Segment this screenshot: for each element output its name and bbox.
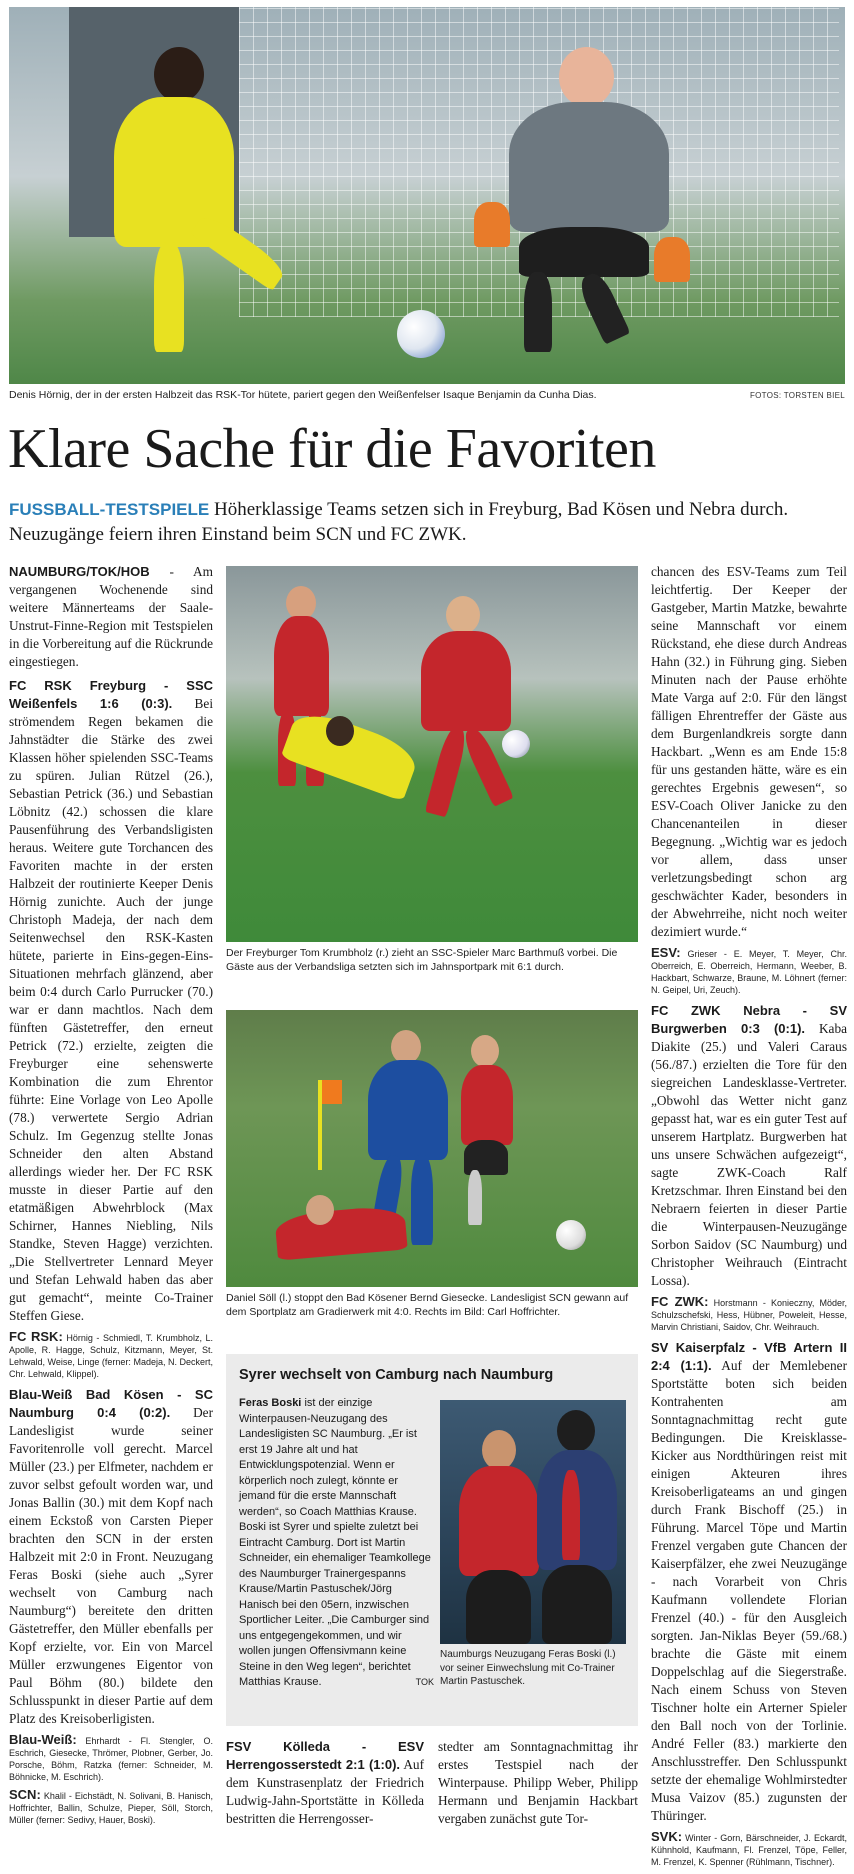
lineup-zwk: Horstmann - Konieczny, Möder, Schulzschefski, Hess, Hübner, Poweleit, Hesse, Marvin Christiani, Saidov, Chr. Weihrauch. — [651, 1298, 847, 1332]
photo-credit: FOTOS: TORSTEN BIEL — [749, 391, 845, 400]
top-photo — [9, 7, 845, 384]
bottom-mid-col-a — [226, 1738, 424, 1834]
match1-body: Bei strömendem Regen bekamen die Jahnstädter die Stärke des zwei Klassen höher spielenden SSC-Teams zu spüren. Julian Rützel (26.), Sebastian Petrick (36.) und Sebastian Löbnitz (42.) schossen die klare Pausenführung des Verbandsligisten heraus. Weitere gute Torchancen des Favoriten machte in der ersten Halbzeit der routinierte Keeper Denis Hörnig zunichte. Auch der junge Christoph Madeja, der nach dem Seitenwechsel den RSK-Kasten hütete, parierte in Eins-gegen-Eins-Situationen mehrfach glänzend, aber beim 0:4 durch Carlo Purrucker (70.) war er dann machtlos. Nach dem fünften Gästetreffer, den erneut Petrick (72.) erzielte, zeigten die Freyburger eine sehenswerte Kombination die zum Ehrentor führte: Eine Vorlage von Leo Apolle (78.) verwertete Sergio Adrian Schulz. Im Gegenzug stellte Jonas Schneider den alten Abstand allerdings wieder her. Der FC RSK musste in dieser Partie auf den etatmäßigen Abwehrblock (Max Schirner, Hannes Niebling, Nils Standke, Steven Hagge) verzichten. „Die Stellvertreter Lennard Meyer und Stefan Lehwald haben das aber gut gemacht“, meinte Co-Trainer Steffen Giese. — [9, 696, 214, 1323]
lineup2: Ehrhardt - Fl. Stengler, O. Eschrich, Giesecke, Thrömer, Plobner, Gerber, Jo. Porsche, Böhm, Ratzka (ferner: Schneider, M. Böhnicke, M. Eschrich). — [9, 1736, 213, 1782]
lineup-esv: Grieser - E. Meyer, T. Meyer, Chr. Oberreich, E. Oberreich, Hermann, Weeber, B. Hackbart, Schwarze, Braune, M. Löhnert (ferner: N. Geipel, Uri, Zeuch). — [651, 949, 847, 995]
player-boski — [454, 1430, 544, 1644]
column-3 — [651, 563, 847, 1874]
mid-photo-2-caption: Daniel Söll (l.) stoppt den Bad Kösener Bernd Giesecke. Landesligist SCN gewann auf dem Sportplatz am Gradierwerk mit 4:0. Rechts im Bild: Carl Hoffrichter. — [226, 1292, 629, 1318]
mid-photo-1 — [226, 566, 638, 942]
bottom-mid-col-b — [438, 1738, 638, 1834]
lineup-esv-team: ESV: — [651, 945, 681, 960]
ball — [397, 310, 445, 358]
player-yellow — [94, 47, 264, 347]
match5-head: SV Kaiserpfalz - VfB Artern II 2:4 (1:1). — [651, 1340, 847, 1373]
mid-photo-1-caption: Der Freyburger Tom Krumbholz (r.) zieht an SSC-Spieler Marc Barthmuß vorbei. Die Gäste aus der Verbandsliga setzten sich im Jahnsportpark mit 6:1 durch. — [226, 947, 618, 973]
match4-head: FC ZWK Nebra - SV Burgwerben 0:3 (0:1). — [651, 1003, 847, 1036]
deck-text: Höherklassige Teams setzen sich in Freyburg, Bad Kösen und Nebra durch. Neuzugänge feiern ihren Einstand beim SCN und FC ZWK. — [9, 499, 789, 545]
lineup3-team: SCN: — [9, 1787, 41, 1802]
sidebar-box — [226, 1354, 638, 1726]
column-1 — [9, 563, 213, 1832]
lineup-svk-team: SVK: — [651, 1829, 683, 1844]
player-goalkeeper — [479, 47, 709, 357]
sidebar-sig: TOK — [415, 1677, 434, 1687]
ball — [502, 730, 530, 758]
match5-body: Auf der Memlebener Sportstätte boten sich beiden Kontrahenten am Sonntagnachmittag recht gute Bedingungen. Die Kreisklasse-Kicker aus Nordthüringen reist mit einigen Akteuren ihres Kreisoberligateams an und gingen durch Frank Bischoff (25.) in Führung. Marcel Töpe und Martin Frenzel vergaben gute Chancen der Kaiserpfälzer, ehe zwei Neuzugänge - nach Vorarbeit von Chris Kaufmann vollendete Florian Frenzel (40.) - für den Ausgleich sorgten. Jan-Niklas Beyer (59./68.) brachte die Gäste mit einem Doppelschlag auf die Siegerstraße. Nach einem Schuss von Steven Tischner holte ein Arterner Spieler den Ball noch von der Torlinie. André Feller (83.) markierte den Anschlusstreffer. Den Schlusspunkt setzte der ehemalige Wohlmirstedter Musa Vaizov (85.) zugunsten der Thüringer. — [651, 1358, 847, 1823]
sidebar-photo-caption: Naumburgs Neuzugang Feras Boski (l.) vor seiner Einwechslung mit Co-Trainer Martin Pastuschek. — [440, 1649, 616, 1687]
match1-head: FC RSK Freyburg - SSC Weißenfels 1:6 (0:3). — [9, 678, 213, 711]
lineup3: Khalil - Eichstädt, N. Solivani, B. Hanisch, Hoffrichter, Ballin, Schulze, Pieper, Söll, Storch, Müller (ferner: Sedivy, Hauer, Boski). — [9, 1791, 213, 1825]
headline: Klare Sache für die Favoriten — [8, 418, 656, 480]
corner-flag-cloth — [322, 1080, 342, 1104]
sidebar-name: Feras Boski — [239, 1397, 302, 1409]
sidebar-photo — [440, 1400, 626, 1644]
match3-body: Auf dem Kunstrasenplatz der Friedrich Ludwig-Jahn-Sportstätte in Kölleda bestritten die Herrengosser- — [226, 1757, 425, 1826]
match4-body: Kaba Diakite (25.) und Valeri Caraus (56./87.) erzielten die Tore für den siegreichen Landesklasse-Vertreter. „Obwohl das Wetter nicht ganz gepasst hat, war es ein guter Test auf unserem Hartplatz. Burgwerben hat uns unsere Schwächen aufgezeigt“, sagte ZWK-Coach Ralf Kretzschmar. Ihren Einstand bei den Nebraern feierten in dieser Partie die Winterpausen-Neuzugänge Sorbon Saidov (SC Naumburg) und Christopher Weihrauch (Eintracht Lossa). — [651, 1021, 847, 1288]
player-red-behind — [456, 1035, 516, 1225]
deck — [9, 497, 845, 547]
sidebar-text: ist der einzige Winterpausen-Neuzugang des Landesligisten SC Naumburg. „Er ist erst 19 Jahre alt und hat Entwicklungspotenzial. Wenn er körperlich noch zulegt, könnte er jemand für die erste Mannschaft werden“, so Coach Matthias Krause. Boski ist Syrer und spielte zuletzt bei Eintracht Camburg. Dort ist Martin Schneider, ein ehemaliger Teamkollege des Naumburger Trainergespanns Krause/Martin Pastuschek/Jörg Hanisch bei den 05ern, inzwischen Sportlicher Leiter. „Die Camburger sind uns entgegengekommen, und wir wollen jungen Offensivmann keine Steine in den Weg legen“, berichtet Matthias Krause. — [239, 1397, 431, 1688]
ball — [556, 1220, 586, 1250]
top-photo-caption: Denis Hörnig, der in der ersten Halbzeit das RSK-Tor hütete, pariert gegen den Weißenfelser Isaque Benjamin da Cunha Dias. — [9, 389, 597, 401]
player-yellow-fallen — [286, 726, 466, 796]
mid-photo-2 — [226, 1010, 638, 1287]
kicker: FUSSBALL-TESTSPIELE — [9, 500, 210, 519]
match3-body-cont-visible: stedter am Sonntagnachmittag ihr erstes Testspiel nach der Winterpause. Philipp Weber, Philipp Hermann und Benjamin Hackbart vergaben zunächst gute Tor- — [438, 1739, 638, 1826]
lineup1-team: FC RSK: — [9, 1329, 63, 1344]
lineup1: Hörnig - Schmiedl, T. Krumbholz, L. Apolle, R. Hagge, Schulz, Kitzmann, Meyer, St. Lehwald, Weise, Linge (ferner: Madeja, N. Deckert, Chr. Lehwald, Klippel). — [9, 1333, 214, 1379]
match2-head: Blau-Weiß Bad Kösen - SC Naumburg 0:4 (0:2). — [9, 1387, 213, 1420]
sidebar-head: Syrer wechselt von Camburg nach Naumburg — [239, 1367, 554, 1383]
lineup-svk: Winter - Gorn, Bärschneider, J. Eckardt, Kühnhold, Kaufmann, Fl. Frenzel, Töpe, Feller, M. Frenzel, K. Spenner (Rühlmann, Tischner). — [651, 1833, 847, 1867]
lineup2-team: Blau-Weiß: — [9, 1732, 77, 1747]
match2-body: Der Landesligist wurde seiner Favoritenrolle voll gerecht. Marcel Müller (23.) per Elfmeter, nachdem er zuvor selbst gefoult worden war, und Jonas Ballin (30.) mit dem Kopf nach einem Eckstoß von Carsten Pieper brachten den SCN in der ersten Halbzeit mit 2:0 in Front. Neuzugang Feras Boski (siehe auch „Syrer wechselt von Camburg nach Naumburg“) bereitete den dritten Gästetreffer, den Müller ebenfalls per Kopf erzielte, vor. Ein von Marcel Müller erzwungenes Eigentor von Paul Böhm (80.) bildete den Schlusspunkt in dieser Partie auf dem Platz des Kreisoberligisten. — [9, 1405, 214, 1726]
lineup-zwk-team: FC ZWK: — [651, 1294, 709, 1309]
sidebar-body — [239, 1396, 434, 1691]
player-red-sliding — [246, 1200, 426, 1270]
dateline: NAUMBURG/TOK/HOB — [9, 564, 150, 579]
col3-p1: chancen des ESV-Teams zum Teil leichtfertig. Der Keeper der Gastgeber, Martin Matzke, bewahrte seine Mannschaft vor einem Rückstand, ehe diese durch Andreas Hahn (32.) in Führung ging. Sieben Minuten nach der Pause erhöhte Mate Varga auf 2:0. Für den längst fälligen Ehrentreffer der Gäste aus dem Burgenlandkreis sorgte dann Hackbart. „Wenn es am Ende 15:8 für uns gestanden hätte, wäre es ein gerechtes Ergebnis gewesen“, so ESV-Coach Oliver Janicke zu den Chancenanteilen in dieser Begegnung. „Wichtig war es jedoch vor allem, dass unser verletzungsbedingt schon arg geschwächter Kader, besonders in der Abwehrreihe, nicht noch weiter dezimiert wurde.“ — [651, 564, 847, 939]
match3-head: FSV Kölleda - ESV Herrengosserstedt 2:1 (1:0). — [226, 1739, 424, 1772]
intro: - Am vergangenen Wochenende sind weitere Männerteams der Saale-Unstrut-Finne-Region mit Testspielen in die Vorbereitung auf die Rückrunde eingestiegen. — [9, 564, 214, 669]
coach-pastuschek — [532, 1410, 622, 1644]
